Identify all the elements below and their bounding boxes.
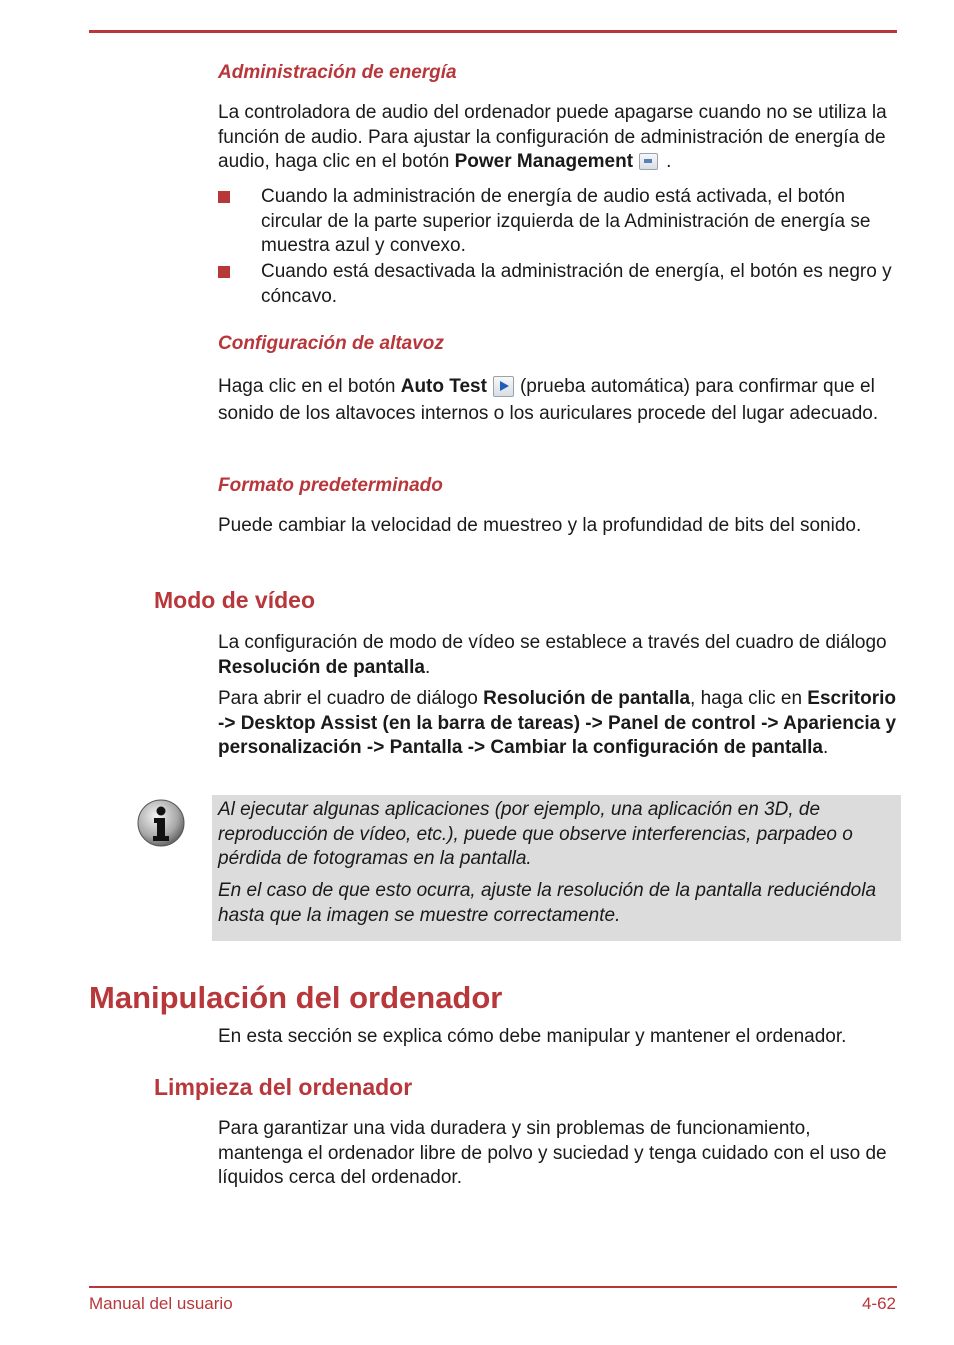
power-management-label: Power Management [454,151,634,172]
subheading-administracion-energia: Administración de energía [218,62,457,83]
subheading-configuracion-altavoz: Configuración de altavoz [218,333,444,354]
subheading-formato-predeterminado: Formato predeterminado [218,475,443,496]
para-end: . [666,151,672,172]
para-mid: , haga clic en [690,688,808,709]
para-text: La configuración de modo de vídeo se establece a través del cuadro de diálogo [218,632,887,653]
paragraph-formato: Puede cambiar la velocidad de muestreo y la profundidad de bits del sonido. [218,515,862,536]
resolucion-label: Resolución de pantalla [218,656,425,678]
paragraph-limpieza: Para garantizar una vida duradera y sin problemas de funcionamiento, mantenga el ordenador libre de polvo y suciedad y tenga cuidado con el uso de líquidos cerca del ordenador. [218,1118,887,1188]
para-text: Para abrir el cuadro de diálogo [218,688,484,709]
list-item [218,185,898,259]
info-icon [136,798,186,848]
power-management-button-icon [639,153,658,170]
para-end: . [424,656,431,678]
heading-manipulacion: Manipulación del ordenador [89,980,503,1015]
list-item [218,260,898,309]
auto-test-play-icon [493,376,514,397]
note-paragraph-2: En el caso de que esto ocurra, ajuste la resolución de la pantalla reduciéndola hasta que la imagen se muestre correctamente. [218,880,877,926]
para-text: Haga clic en el botón [218,376,401,397]
resolucion-label: Resolución de pantalla [483,688,691,709]
footer-title: Manual del usuario [89,1294,233,1313]
heading-limpieza: Limpieza del ordenador [154,1074,413,1100]
para-end: (prueba automática) para confirmar que el sonido de los altavoces internos o los auriculares procede del lugar adecuado. [218,376,879,424]
auto-test-label: Auto Test [400,376,487,397]
header-rule [89,30,897,33]
note-paragraph-1: Al ejecutar algunas aplicaciones (por ejemplo, una aplicación en 3D, de reproducción de vídeo, etc.), puede que observe interferencias, parpadeo o pérdida de fotogramas en la pantalla. [218,799,853,869]
bullet-square-icon [218,266,230,278]
note-box [212,795,901,941]
para-text: La controladora de audio del ordenador puede apagarse cuando no se utiliza la función de audio. Para ajustar la configuración de administración de energía de audio, haga clic en el botón [218,102,887,172]
bullet-text: Cuando la administración de energía de audio está activada, el botón circular de la parte superior izquierda de la Administración de energía se muestra azul y convexo. [261,186,871,256]
paragraph-modo-video-1 [218,631,898,680]
paragraph-administracion-energia [218,101,898,175]
page-number: 4-62 [861,1294,896,1313]
paragraph-configuracion-altavoz [218,373,898,427]
navigation-path: Escritorio -> Desktop Assist (en la barra de tareas) -> Panel de control -> Apariencia y personalización -> Pantalla -> Cambiar la configuración de pantalla [218,688,897,758]
paragraph-manipulacion: En esta sección se explica cómo debe manipular y mantener el ordenador. [218,1026,847,1047]
bullet-square-icon [218,191,230,203]
para-end: . [823,737,829,758]
heading-modo-video: Modo de vídeo [154,587,315,613]
bullet-text: Cuando está desactivada la administración de energía, el botón es negro y cóncavo. [261,261,892,307]
footer-rule [89,1286,897,1288]
paragraph-modo-video-2 [218,687,898,761]
